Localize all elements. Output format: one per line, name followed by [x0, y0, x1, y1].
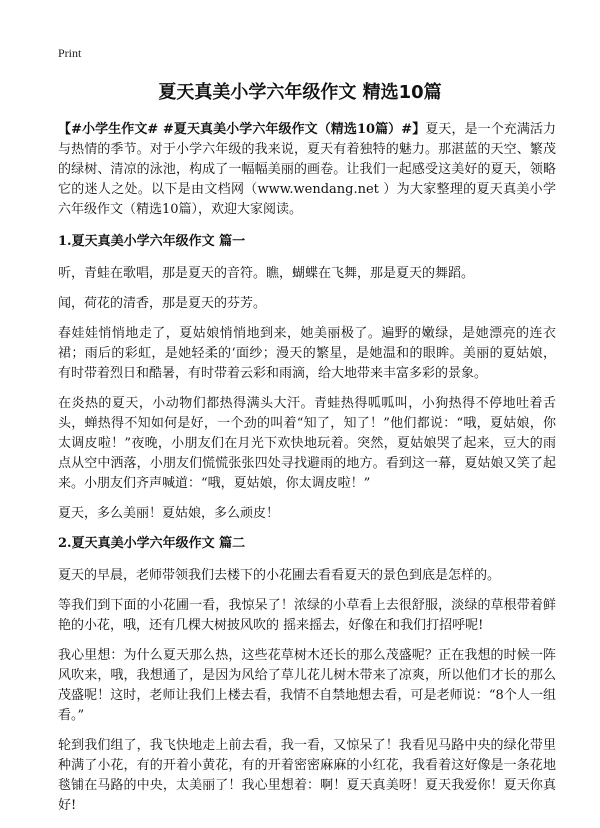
intro-tags: 【#小学生作文# #夏天真美小学六年级作文（精选10篇）#】: [58, 122, 426, 137]
paragraph: 等我们到下面的小花圃一看，我惊呆了！浓绿的小草看上去很舒服，淡绿的草根带着鲜艳的小花，哦，还有几棵大树披风吹的 摇来摇去，好像在和我们打招呼呢!: [58, 598, 556, 633]
article-content: [58, 120, 556, 826]
paragraph: 夏天，多么美丽！夏姑娘，多么顽皮！: [58, 506, 280, 521]
paragraph: 在炎热的夏天，小动物们都热得满头大汗。青蛙热得呱呱叫，小狗热得不停地吐着舌头，蝉热得不知如何是好，一个劲的叫着“知了，知了！”他们都说：“哦，夏姑娘，你太调皮啦！”夜晚，小朋友们在月光下欢快地玩着。突然，夏姑娘哭了起来，豆大的雨点从空中洒落，小朋友们慌慌张张四处寻找避雨的地方。看到这一幕，夏姑娘又笑了起来。小朋友们齐声喊道：“哦，夏姑娘，你太调皮啦！”: [58, 396, 556, 491]
section-heading-2: 2.夏天真美小学六年级作文 篇二: [58, 536, 246, 551]
paragraph: 闻，荷花的清香，那是夏天的芬芳。: [58, 296, 267, 311]
page-title: 夏天真美小学六年级作文 精选10篇: [158, 82, 442, 103]
paragraph: 夏天的早晨，老师带领我们去楼下的小花圃去看看夏天的景色到底是怎样的。: [58, 568, 501, 583]
paragraph: 我心里想：为什么夏天那么热，这些花草树木还长的那么茂盛呢？正在我想的时候一阵风吹来，哦，我想通了，是因为风给了草儿花儿树木带来了凉爽，所以他们才长的那么茂盛呢！这时，老师让我们上楼去看，我情不自禁地想去看，可是老师说：“8个人一组看。”: [58, 648, 556, 723]
intro-paragraph: [58, 120, 556, 220]
paragraph: 春娃娃悄悄地走了，夏姑娘悄悄地到来，她美丽极了。遍野的嫩绿，是她漂亮的连衣裙；雨后的彩虹，是她轻柔的‘面纱；漫天的繁星，是她温和的眼眸。美丽的夏姑娘，有时带着烈日和酷暑，有时带着云彩和雨滴，给大地带来丰富多彩的景象。: [58, 326, 556, 381]
intro-text: 夏天，是一个充满活力与热情的季节。对于小学六年级的我来说，夏天有着独特的魅力。那湛蓝的天空、繁茂的绿树、清凉的泳池，构成了一幅幅美丽的画卷。让我们一起感受这美好的夏天，领略它的迷人之处。以下是由文档网（www.wendang.net ）为大家整理的夏天真美小学六年级作文（精选10篇），欢迎大家阅读。: [58, 122, 556, 217]
print-link[interactable]: Print: [58, 46, 82, 60]
section-heading-1: 1.夏天真美小学六年级作文 篇一: [58, 234, 246, 249]
paragraph: 轮到我们组了，我飞快地走上前去看，我一看，又惊呆了！我看见马路中央的绿化带里种满了小花，有的开着小黄花，有的开着密密麻麻的小红花，我看着这好像是一条花地毯铺在马路的中央，太美丽了！我心里想着：啊！夏天真美呀！夏天我爱你！夏天你真好!: [58, 738, 556, 813]
paragraph: 听，青蛙在歌唱，那是夏天的音符。瞧，蝴蝶在飞舞，那是夏天的舞蹈。: [58, 266, 475, 281]
